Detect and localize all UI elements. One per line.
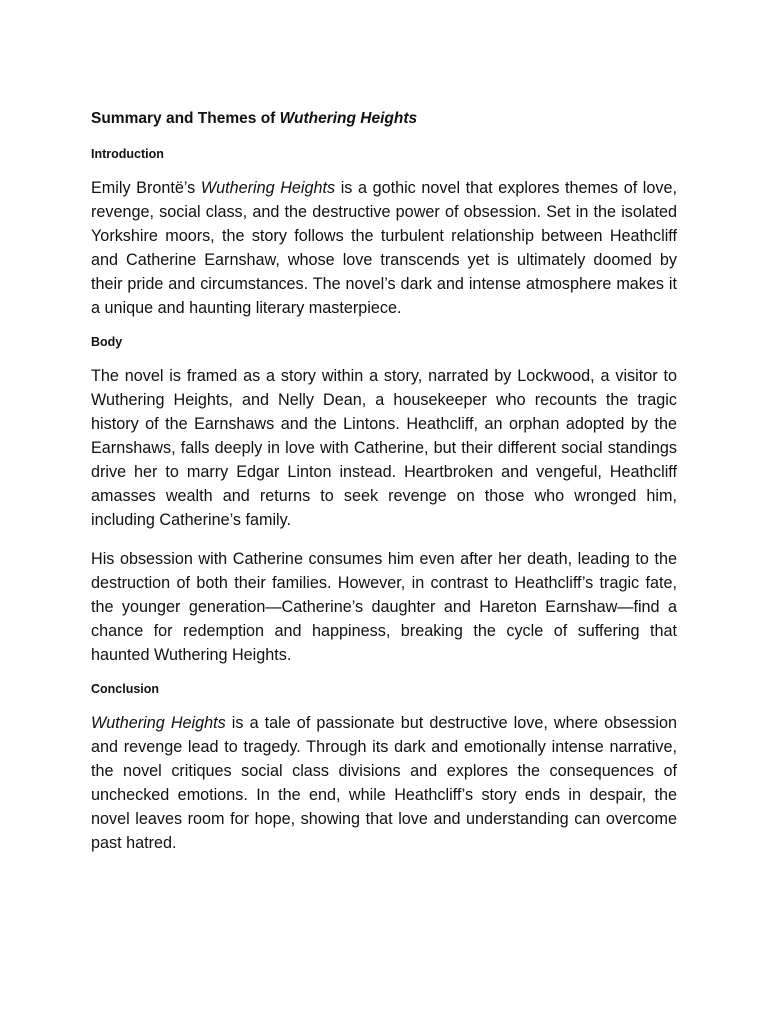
intro-text-rest: is a gothic novel that explores themes of love, revenge, social class, and the destructive power of obsession. Set in the isolated Yorkshire moors, the story follows the turbulent relationship between Heathcliff and Catherine Earnshaw, whose love transcends yet is ultimately doomed by their pride and circumstances. The novel’s dark and intense atmosphere makes it a unique and haunting literary masterpiece. <box>91 178 677 317</box>
body-paragraph-2: His obsession with Catherine consumes him even after her death, leading to the destruction of both their families. However, in contrast to Heathcliff’s tragic fate, the younger generation—Catherine’s daughter and Hareton Earnshaw—find a chance for redemption and happiness, breaking the cycle of suffering that haunted Wuthering Heights. <box>91 549 677 664</box>
conclusion-text-rest: is a tale of passionate but destructive love, where obsession and revenge lead to tragedy. Through its dark and emotionally intense narrative, the novel critiques social class divisions and explores the consequences of unchecked emotions. In the end, while Heathcliff’s story ends in despair, the novel leaves room for hope, showing that love and understanding can overcome past hatred. <box>91 713 677 852</box>
document-title <box>91 110 677 129</box>
intro-text-start: Emily Brontë’s <box>91 178 201 197</box>
conclusion-heading: Conclusion <box>91 681 160 696</box>
introduction-heading: Introduction <box>91 146 164 161</box>
introduction-paragraph <box>91 176 677 320</box>
conclusion-book-title: Wuthering Heights <box>91 713 226 732</box>
body-paragraph-1: The novel is framed as a story within a story, narrated by Lockwood, a visitor to Wuthering Heights, and Nelly Dean, a housekeeper who recounts the tragic history of the Earnshaws and the Lintons. Heathcliff, an orphan adopted by the Earnshaws, falls deeply in love with Catherine, but their different social standings drive her to marry Edgar Linton instead. Heartbroken and vengeful, Heathcliff amasses wealth and returns to seek revenge on those who wronged him, including Catherine’s family. <box>91 366 677 529</box>
title-italic: Wuthering Heights <box>279 110 418 127</box>
intro-book-title: Wuthering Heights <box>200 178 336 197</box>
title-prefix: Summary and Themes of <box>91 110 280 127</box>
conclusion-paragraph <box>91 711 677 855</box>
body-heading: Body <box>91 334 123 349</box>
